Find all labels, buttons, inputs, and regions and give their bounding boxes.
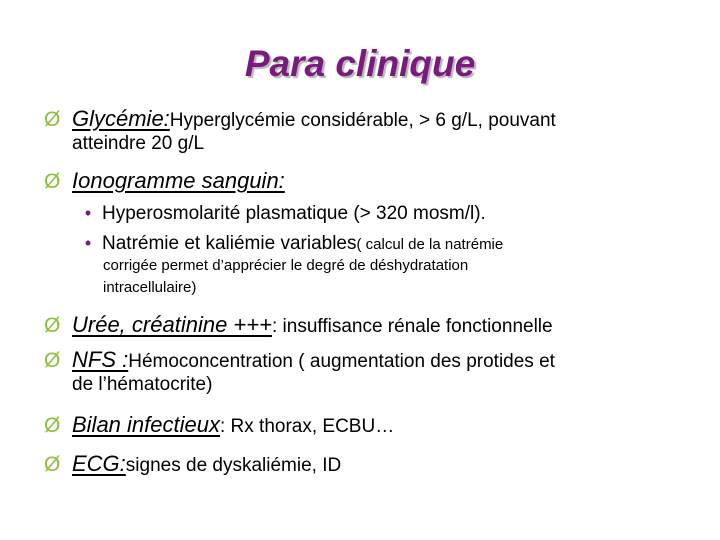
- bullet-term: Ionogramme sanguin:: [72, 168, 285, 193]
- arrow-bullet-icon: Ø: [44, 453, 61, 476]
- bullet-description: : Rx thorax, ECBU…: [219, 416, 395, 437]
- sub-bullet-note-continuation: intracellulaire): [103, 279, 197, 296]
- bullet-description: : insuffisance rénale fonctionnelle: [271, 316, 553, 337]
- bullet-ionogramme: [44, 168, 714, 194]
- bullet-nfs: [44, 347, 714, 397]
- bullet-ecg: [44, 451, 714, 477]
- bullet-continuation: atteindre 20 g/L: [72, 133, 205, 154]
- bullet-continuation: de l’hématocrite): [72, 374, 213, 395]
- sub-bullet-natremie: [74, 233, 694, 299]
- sub-bullet-hyperosmolarite: [74, 203, 694, 225]
- sub-bullet-note: ( calcul de la natrémie: [356, 236, 504, 253]
- arrow-bullet-icon: Ø: [44, 108, 61, 131]
- bullet-description: Hyperglycémie considérable, > 6 g/L, pouvant: [169, 110, 556, 131]
- slide-title: Para clinique: [244, 43, 476, 84]
- bullet-term: Bilan infectieux: [72, 412, 220, 437]
- bullet-uree-creatinine: [44, 312, 714, 338]
- arrow-bullet-icon: Ø: [44, 170, 61, 193]
- bullet-term: NFS :: [72, 347, 129, 372]
- arrow-bullet-icon: Ø: [44, 314, 61, 337]
- bullet-term: ECG:: [72, 451, 126, 476]
- bullet-bilan-infectieux: [44, 412, 714, 438]
- arrow-bullet-icon: Ø: [44, 414, 61, 437]
- bullet-term: Urée, créatinine +++: [72, 312, 272, 337]
- arrow-bullet-icon: Ø: [44, 349, 61, 372]
- sub-bullet-text: Natrémie et kaliémie variables: [102, 233, 357, 254]
- bullet-term: Glycémie:: [72, 106, 170, 131]
- sub-bullet-note-continuation: corrigée permet d’apprécier le degré de déshydratation: [103, 257, 469, 274]
- bullet-glycemie: [44, 106, 714, 156]
- dot-bullet-icon: •: [84, 233, 92, 253]
- bullet-description: Hémoconcentration ( augmentation des protides et: [128, 351, 555, 372]
- sub-bullet-text: Hyperosmolarité plasmatique (> 320 mosm/l).: [102, 203, 486, 224]
- dot-bullet-icon: •: [84, 203, 92, 223]
- bullet-description: signes de dyskaliémie, ID: [125, 455, 342, 476]
